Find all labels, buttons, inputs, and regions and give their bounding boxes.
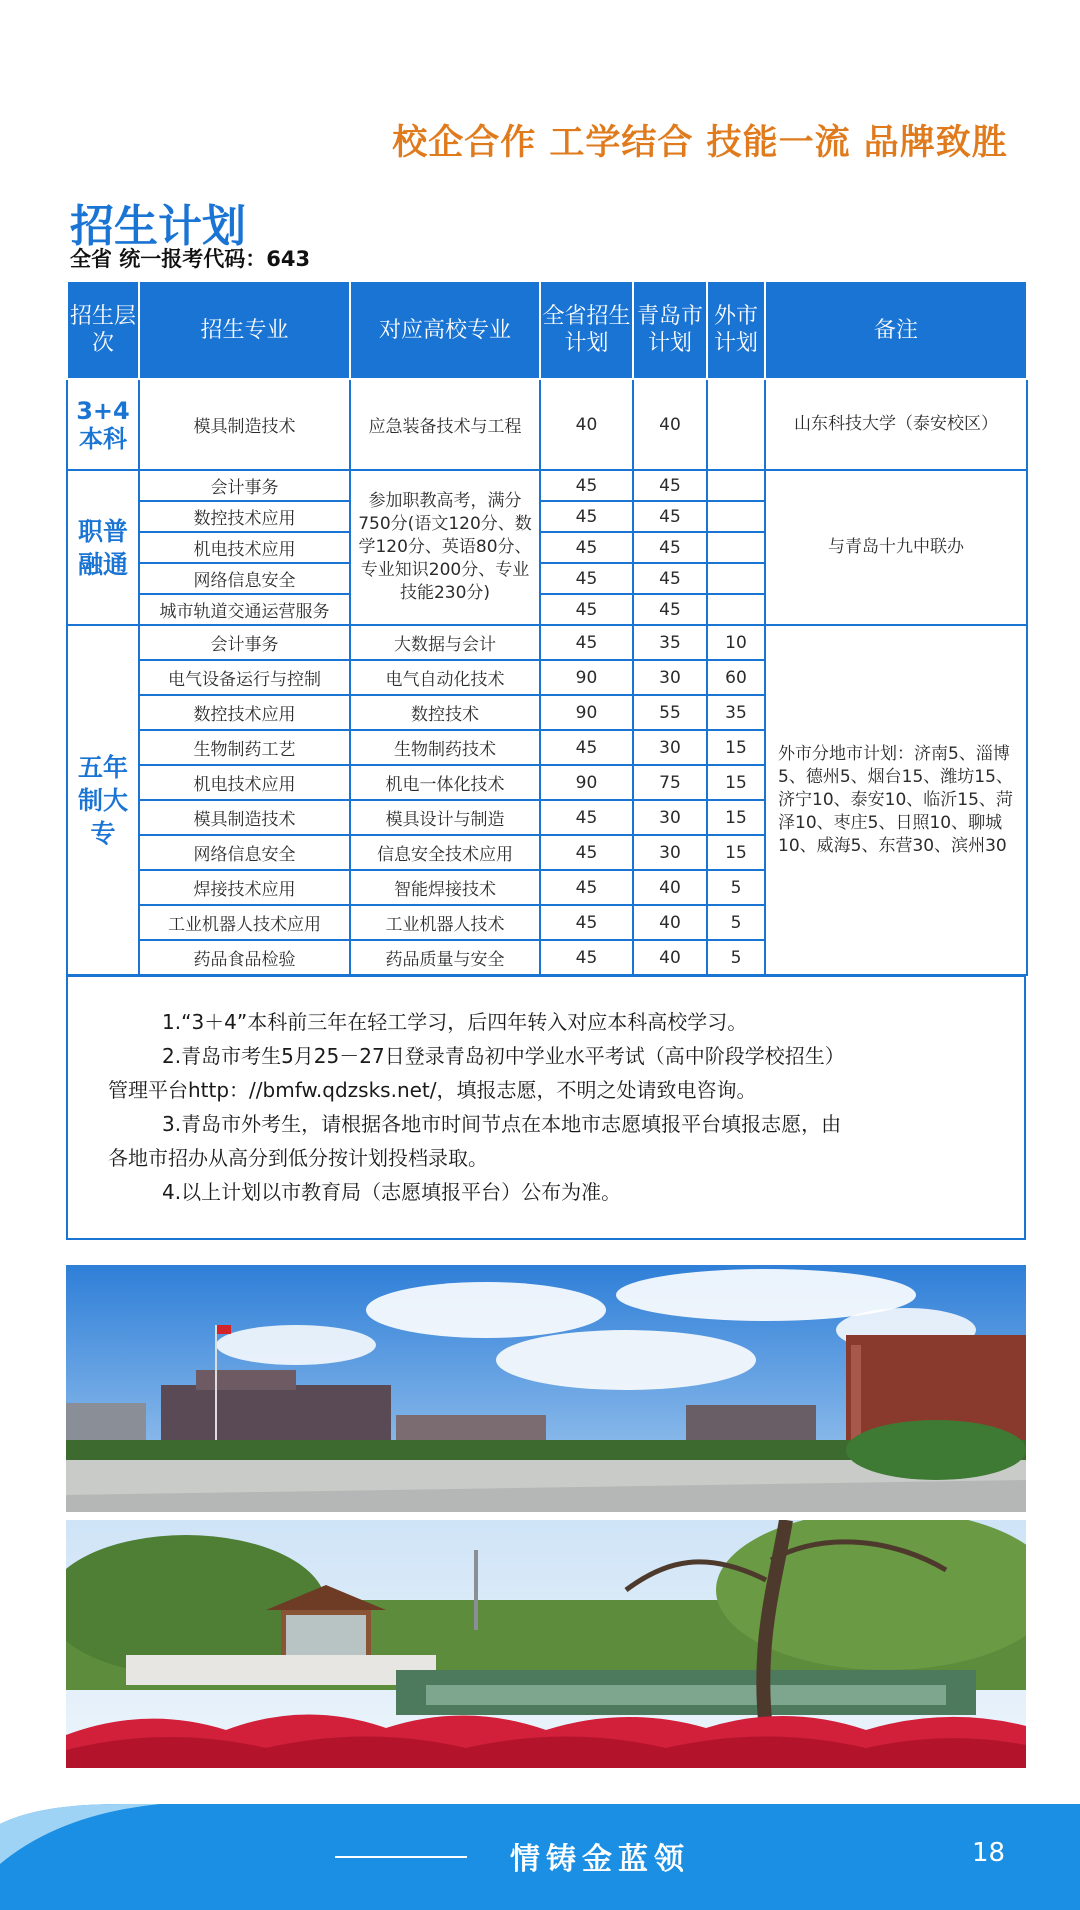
table-row (67, 625, 1027, 660)
page-number: 18 (972, 1838, 1006, 1868)
enrollment-plan-table (66, 280, 1028, 976)
campus-photo-plaza (66, 1265, 1026, 1512)
qingdao-plan-cell: 40 (633, 905, 707, 940)
header-province-plan: 全省招生计划 (540, 281, 633, 379)
college-major-cell: 工业机器人技术 (350, 905, 540, 940)
other-city-plan-cell: 15 (707, 765, 765, 800)
province-plan-cell: 40 (540, 379, 633, 470)
other-city-plan-cell: 15 (707, 800, 765, 835)
header-college-major: 对应高校专业 (350, 281, 540, 379)
college-major-cell: 数控技术 (350, 695, 540, 730)
major-cell: 会计事务 (139, 470, 350, 501)
table-row (67, 470, 1027, 501)
college-major-merged-cell: 参加职教高考，满分750分(语文120分、数学120分、英语80分、专业知识200分、专业技能230分) (350, 470, 540, 625)
notes-box (66, 975, 1026, 1240)
college-major-cell: 大数据与会计 (350, 625, 540, 660)
province-plan-cell: 45 (540, 470, 633, 501)
slogan: 校企合作 工学结合 技能一流 品牌致胜 (392, 123, 1008, 163)
qingdao-plan-cell: 45 (633, 532, 707, 563)
qingdao-plan-cell: 45 (633, 470, 707, 501)
province-plan-cell: 45 (540, 532, 633, 563)
level-cell-five-year: 五年制大专 (67, 625, 139, 975)
table-header-row (67, 281, 1027, 379)
qingdao-plan-cell: 40 (633, 379, 707, 470)
campus-photo-garden (66, 1520, 1026, 1768)
major-cell: 模具制造技术 (139, 800, 350, 835)
province-plan-cell: 45 (540, 870, 633, 905)
footer-decorative-line (335, 1856, 467, 1858)
major-cell: 机电技术应用 (139, 765, 350, 800)
exam-code-line: 全省 统一报考代码：643 (70, 247, 311, 271)
qingdao-plan-cell: 75 (633, 765, 707, 800)
other-city-plan-cell: 15 (707, 730, 765, 765)
province-plan-cell: 45 (540, 905, 633, 940)
major-cell: 工业机器人技术应用 (139, 905, 350, 940)
header-remark: 备注 (765, 281, 1027, 379)
note-3: 3.青岛市外考生，请根据各地市时间节点在本地市志愿填报平台填报志愿，由 (162, 1112, 842, 1136)
other-city-plan-cell: 5 (707, 940, 765, 975)
level-cell-3plus4: 3+4本科 (67, 379, 139, 470)
other-city-plan-cell: 10 (707, 625, 765, 660)
page-title: 招生计划 (70, 201, 246, 252)
college-major-cell: 药品质量与安全 (350, 940, 540, 975)
major-cell: 会计事务 (139, 625, 350, 660)
major-cell: 数控技术应用 (139, 695, 350, 730)
note-4: 4.以上计划以市教育局（志愿填报平台）公布为准。 (162, 1180, 622, 1204)
major-cell: 机电技术应用 (139, 532, 350, 563)
other-city-plan-cell (707, 532, 765, 563)
major-cell: 焊接技术应用 (139, 870, 350, 905)
major-cell: 模具制造技术 (139, 379, 350, 470)
province-plan-cell: 45 (540, 800, 633, 835)
other-city-plan-cell (707, 594, 765, 625)
other-city-plan-cell (707, 501, 765, 532)
college-major-cell: 机电一体化技术 (350, 765, 540, 800)
qingdao-plan-cell: 35 (633, 625, 707, 660)
level-cell-vocational: 职普融通 (67, 470, 139, 625)
header-qingdao-plan: 青岛市计划 (633, 281, 707, 379)
college-major-cell: 应急装备技术与工程 (350, 379, 540, 470)
province-plan-cell: 45 (540, 594, 633, 625)
qingdao-plan-cell: 45 (633, 563, 707, 594)
header-level: 招生层次 (67, 281, 139, 379)
major-cell: 药品食品检验 (139, 940, 350, 975)
other-city-plan-cell (707, 563, 765, 594)
college-major-cell: 信息安全技术应用 (350, 835, 540, 870)
college-major-cell: 电气自动化技术 (350, 660, 540, 695)
qingdao-plan-cell: 30 (633, 660, 707, 695)
note-2-cont: 管理平台http：//bmfw.qdzsks.net/，填报志愿，不明之处请致电咨询。 (108, 1078, 757, 1102)
remark-cell: 外市分地市计划：济南5、淄博5、德州5、烟台15、潍坊15、济宁10、泰安10、临沂15、菏泽10、枣庄5、日照10、聊城10、威海5、东营30、滨州30 (765, 625, 1027, 975)
college-major-cell: 生物制药技术 (350, 730, 540, 765)
major-cell: 网络信息安全 (139, 835, 350, 870)
note-3-cont: 各地市招办从高分到低分按计划投档录取。 (108, 1146, 488, 1170)
major-cell: 城市轨道交通运营服务 (139, 594, 350, 625)
major-cell: 数控技术应用 (139, 501, 350, 532)
header-other-city-plan: 外市计划 (707, 281, 765, 379)
qingdao-plan-cell: 45 (633, 594, 707, 625)
other-city-plan-cell (707, 379, 765, 470)
qingdao-plan-cell: 40 (633, 870, 707, 905)
note-2: 2.青岛市考生5月25－27日登录青岛初中学业水平考试（高中阶段学校招生） (162, 1044, 845, 1068)
other-city-plan-cell: 35 (707, 695, 765, 730)
qingdao-plan-cell: 30 (633, 730, 707, 765)
college-major-cell: 模具设计与制造 (350, 800, 540, 835)
other-city-plan-cell (707, 470, 765, 501)
remark-cell: 山东科技大学（泰安校区） (765, 379, 1027, 470)
province-plan-cell: 45 (540, 730, 633, 765)
other-city-plan-cell: 15 (707, 835, 765, 870)
qingdao-plan-cell: 55 (633, 695, 707, 730)
province-plan-cell: 45 (540, 940, 633, 975)
college-major-cell: 智能焊接技术 (350, 870, 540, 905)
header-major: 招生专业 (139, 281, 350, 379)
other-city-plan-cell: 60 (707, 660, 765, 695)
qingdao-plan-cell: 30 (633, 800, 707, 835)
province-plan-cell: 90 (540, 765, 633, 800)
province-plan-cell: 45 (540, 563, 633, 594)
qingdao-plan-cell: 40 (633, 940, 707, 975)
major-cell: 网络信息安全 (139, 563, 350, 594)
province-plan-cell: 90 (540, 695, 633, 730)
qingdao-plan-cell: 30 (633, 835, 707, 870)
other-city-plan-cell: 5 (707, 905, 765, 940)
table-row (67, 379, 1027, 470)
major-cell: 生物制药工艺 (139, 730, 350, 765)
province-plan-cell: 45 (540, 835, 633, 870)
major-cell: 电气设备运行与控制 (139, 660, 350, 695)
province-plan-cell: 90 (540, 660, 633, 695)
remark-cell: 与青岛十九中联办 (765, 470, 1027, 625)
page-footer (0, 1804, 1080, 1910)
province-plan-cell: 45 (540, 625, 633, 660)
other-city-plan-cell: 5 (707, 870, 765, 905)
qingdao-plan-cell: 45 (633, 501, 707, 532)
note-1: 1.“3＋4”本科前三年在轻工学习，后四年转入对应本科高校学习。 (162, 1010, 748, 1034)
province-plan-cell: 45 (540, 501, 633, 532)
footer-motto: 情铸金蓝领 (510, 1842, 690, 1877)
